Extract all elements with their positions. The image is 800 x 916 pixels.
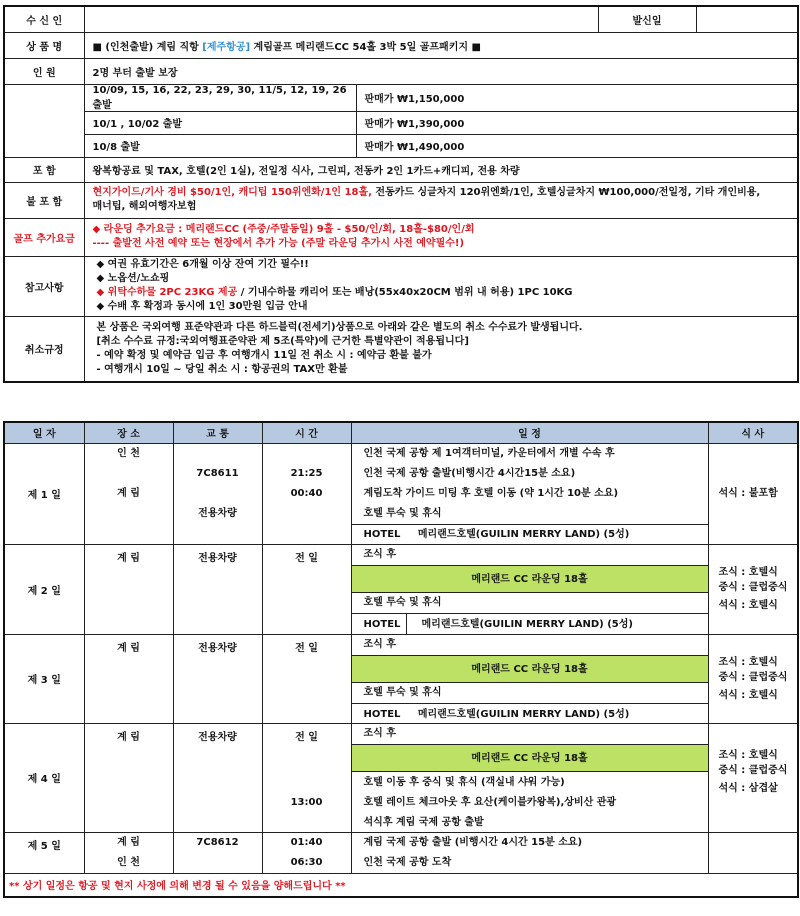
itinerary-header xyxy=(4,422,798,443)
header-day: 일 자 xyxy=(4,422,84,443)
day-time: 전 일 13:00 xyxy=(262,723,351,832)
event: 조식 후 xyxy=(363,638,396,650)
send-date-value xyxy=(696,6,798,32)
golf-extra-label: 골프 추가요금 xyxy=(4,218,84,256)
header-meals: 식 사 xyxy=(708,422,798,443)
product-prefix: ■ (인천출발) 계림 직항 xyxy=(92,41,203,53)
note-item: ◆ 수배 후 확정과 동시에 1인 30만원 입금 안내 xyxy=(96,301,308,312)
day-transport: 전용차량 xyxy=(173,544,262,634)
day-label: 제 1 일 xyxy=(4,443,84,544)
golf-round: 메리랜드 CC 라운딩 18홀 xyxy=(352,744,708,772)
product-row xyxy=(4,32,798,58)
exclude-value xyxy=(84,182,798,218)
price-label xyxy=(4,84,84,157)
cancel-row xyxy=(4,316,798,382)
day-place: 계 림 xyxy=(84,634,173,723)
price-row xyxy=(4,134,798,157)
event: 호텔 이동 후 중식 및 휴식 (객실내 샤워 가능) xyxy=(363,776,565,788)
day-events xyxy=(351,634,708,723)
note-item: ◆ 위탁수하물 2PC 23KG 제공 / 기내수하물 캐리어 또는 배낭(55x40x20CM 범위 내 허용) 1PC 10KG xyxy=(96,287,573,298)
include-row xyxy=(4,157,798,182)
cancel-line: [취소 수수료 규정:국외여행표준약관 제 5조(특약)에 근거한 특별약관이 적용됩니다] xyxy=(96,335,469,347)
price-amount: 판매가 ₩1,490,000 xyxy=(356,134,798,157)
baggage-highlight: ◆ 위탁수하물 2PC 23KG 제공 xyxy=(96,287,238,298)
event: 호텔 투숙 및 휴식 xyxy=(363,686,442,698)
day-time: 전 일 xyxy=(262,544,351,634)
price-row xyxy=(4,111,798,134)
price-dates: 10/1 , 10/02 출발 xyxy=(84,111,356,134)
day-events xyxy=(351,723,708,832)
day-place: 계 림 xyxy=(84,723,173,832)
hotel-line: HOTEL 메리랜드호텔(GUILIN MERRY LAND) (5성) xyxy=(352,613,708,634)
note-item: ◆ 노옵션/노쇼핑 xyxy=(96,273,170,284)
event: 인천 국제 공항 도착 xyxy=(363,856,452,868)
day-meals: 조식 : 호텔식 중식 : 클럽중식 석식 : 삼겹살 xyxy=(708,723,798,832)
cancel-policy xyxy=(84,316,798,382)
day-meals xyxy=(708,832,798,873)
notes-row xyxy=(4,256,798,316)
note-item: ◆ 여권 유효기간은 6개월 이상 잔여 기간 필수!! xyxy=(96,259,309,270)
hotel-line: HOTEL 메리랜드호텔(GUILIN MERRY LAND) (5성) xyxy=(352,524,708,544)
people-value: 2명 부터 출발 보장 xyxy=(84,58,798,84)
price-dates: 10/8 출발 xyxy=(84,134,356,157)
recipient-row xyxy=(4,6,798,32)
recipient-label: 수 신 인 xyxy=(4,6,84,32)
golf-extra-line1: ◆ 라운딩 추가요금 : 메리랜드CC (주중/주말동일) 9홀 - $50/인/회, 18홀-$80/인/회 xyxy=(92,224,475,235)
day1-row xyxy=(4,443,798,544)
day-transport: 전용차량 xyxy=(173,723,262,832)
exclude-line2: 매너팁, 해외여행자보험 xyxy=(92,201,197,212)
header-time: 시 간 xyxy=(262,422,351,443)
hotel-line: HOTEL 메리랜드호텔(GUILIN MERRY LAND) (5성) xyxy=(352,703,708,723)
airline-name: [제주항공] xyxy=(202,41,251,53)
header-place: 장 소 xyxy=(84,422,173,443)
day2-row xyxy=(4,544,798,634)
event: 인천 국제 공항 출발(비행시간 4시간15분 소요) xyxy=(363,467,576,479)
event: 조식 후 xyxy=(363,727,396,739)
exclude-row xyxy=(4,182,798,218)
day-label: 제 3 일 xyxy=(4,634,84,723)
day-transport: 7C8612 xyxy=(173,832,262,873)
exclude-text: 전동카드 싱글차지 120위엔화/1인, 호텔싱글차지 ₩100,000/전일정, 기타 개인비용, xyxy=(371,187,761,198)
day3-row xyxy=(4,634,798,723)
day-place: 계 림 xyxy=(84,544,173,634)
event: 호텔 투숙 및 휴식 xyxy=(363,507,442,519)
event: 호텔 투숙 및 휴식 xyxy=(363,596,442,608)
notes-list xyxy=(84,256,798,316)
product-name xyxy=(84,32,798,58)
people-row xyxy=(4,58,798,84)
cancel-line: - 여행개시 10일 ~ 당일 취소 시 : 항공권의 TAX만 환불 xyxy=(96,363,348,375)
golf-round: 메리랜드 CC 라운딩 18홀 xyxy=(352,655,708,683)
footer-row xyxy=(4,873,798,897)
recipient-value xyxy=(84,6,598,32)
people-label: 인 원 xyxy=(4,58,84,84)
golf-extra-value xyxy=(84,218,798,256)
header-transport: 교 통 xyxy=(173,422,262,443)
exclude-label: 불 포 함 xyxy=(4,182,84,218)
day-places: 계 림 인 천 xyxy=(84,832,173,873)
price-row xyxy=(4,84,798,111)
day-time: 전 일 xyxy=(262,634,351,723)
exclude-red-text: 현지가이드/기사 경비 $50/1인, 캐디팁 150위엔화/1인 18홀, xyxy=(92,187,372,198)
cancel-label: 취소규정 xyxy=(4,316,84,382)
day-places: 인 천 계 림 xyxy=(84,443,173,544)
notes-label: 참고사항 xyxy=(4,256,84,316)
product-label: 상 품 명 xyxy=(4,32,84,58)
header-itinerary: 일 정 xyxy=(351,422,708,443)
cancel-line: - 예약 확정 및 예약금 입금 후 여행개시 11일 전 취소 시 : 예약금 환불 불가 xyxy=(96,349,432,361)
day-meals: 조식 : 호텔식 중식 : 클럽중식 석식 : 호텔식 xyxy=(708,634,798,723)
include-label: 포 함 xyxy=(4,157,84,182)
day-meals: 석식 : 불포함 xyxy=(708,443,798,544)
day-transport: 전용차량 xyxy=(173,634,262,723)
day4-row xyxy=(4,723,798,832)
send-date-label: 발신일 xyxy=(598,6,696,32)
include-value: 왕복항공료 및 TAX, 호텔(2인 1실), 전일정 식사, 그린피, 전동카 2인 1카드+캐디피, 전용 차량 xyxy=(84,157,798,182)
event: 계림 국제 공항 출발 (비행시간 4시간 15분 소요) xyxy=(363,836,583,848)
day-meals: 조식 : 호텔식 중식 : 클럽중식 석식 : 호텔식 xyxy=(708,544,798,634)
itinerary-table xyxy=(3,421,799,898)
day-transports: 7C8611 전용차량 xyxy=(173,443,262,544)
product-info-table xyxy=(3,5,799,383)
day-label: 제 2 일 xyxy=(4,544,84,634)
golf-extra-line2: ---- 출발전 사전 예약 또는 현장에서 추가 가능 (주말 라운딩 추가시 사전 예약필수!) xyxy=(92,238,465,249)
event: 호텔 레이트 체크아웃 후 요산(케이블카왕복),상비산 관광 xyxy=(363,796,617,808)
event: 계림도착 가이드 미팅 후 호텔 이동 (약 1시간 10분 소요) xyxy=(363,487,619,499)
day-times: 21:25 00:40 xyxy=(262,443,351,544)
cancel-line: 본 상품은 국외여행 표준약관과 다른 하드블럭(전세기)상품으로 아래와 같은 별도의 취소 수수료가 발생됩니다. xyxy=(96,321,583,333)
price-amount: 판매가 ₩1,390,000 xyxy=(356,111,798,134)
day-events xyxy=(351,832,708,873)
event: 석식후 계림 국제 공항 출발 xyxy=(363,816,484,828)
day-times: 01:40 06:30 xyxy=(262,832,351,873)
golf-extra-row xyxy=(4,218,798,256)
price-amount: 판매가 ₩1,150,000 xyxy=(356,84,798,111)
day-label: 제 4 일 xyxy=(4,723,84,832)
day-events xyxy=(351,443,708,544)
price-dates: 10/09, 15, 16, 22, 23, 29, 30, 11/5, 12, 19, 26 출발 xyxy=(84,84,356,111)
schedule-change-notice: ** 상기 일정은 항공 및 현지 사정에 의해 변경 될 수 있음을 양해드립니다 ** xyxy=(4,873,798,897)
event: 인천 국제 공항 제 1여객터미널, 카운터에서 개별 수속 후 xyxy=(363,447,615,459)
golf-round: 메리랜드 CC 라운딩 18홀 xyxy=(352,565,708,593)
event: 조식 후 xyxy=(363,548,396,560)
day5-row xyxy=(4,832,798,873)
day-events xyxy=(351,544,708,634)
day-label: 제 5 일 xyxy=(4,832,84,873)
product-suffix: 계림골프 메리랜드CC 54홀 3박 5일 골프패키지 ■ xyxy=(250,41,481,53)
